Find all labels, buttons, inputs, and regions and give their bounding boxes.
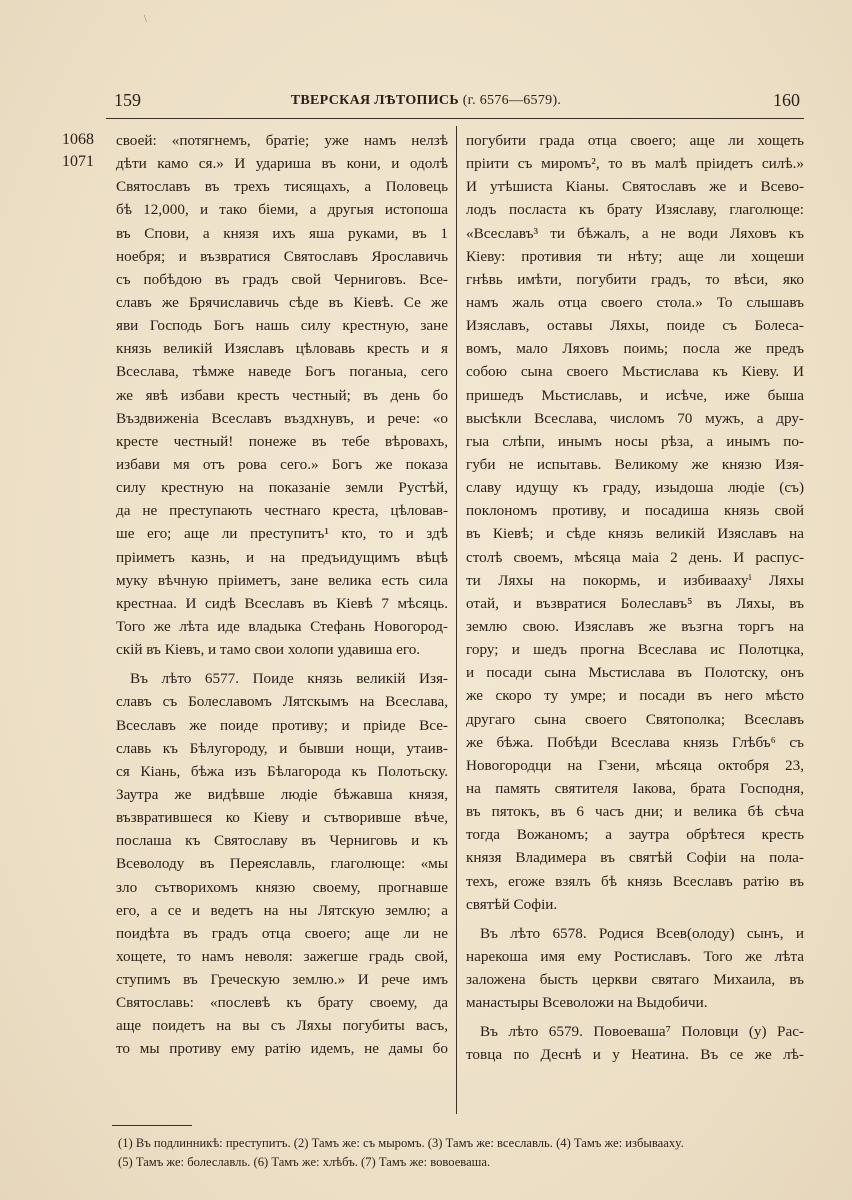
text-line: святѣй Софiи. (466, 895, 558, 913)
text-line: же скоро ту умре; и посади въ него мѣсто (466, 687, 804, 705)
text-line: силу крестную на показанiе земли Руcтѣй, (116, 479, 448, 497)
text-line: собою сына своего Мьстислава къ Кiеву. И (466, 363, 804, 381)
text-line: бѣ 12,000, и тако бiеми, а другыя истопоша (116, 201, 448, 219)
footnote-line: (1) Въ подлинникѣ: преступитъ. (2) Тамъ же: съ мыромъ. (3) Тамъ же: всеславль. (4) Тамъ же: избываахy. (118, 1136, 684, 1150)
text-line: погубити града отца своего; аще ли хощеть (466, 132, 804, 149)
text-line: Въ лѣто 6579. Повоеваша⁷ Половци (у) Рас- (480, 1023, 804, 1041)
text-line: вомъ, мало Ляховъ поимь; посла же предъ (466, 340, 804, 358)
running-title-years: (г. 6576—6579). (462, 93, 562, 108)
text-line: И утѣшиста Кiаны. Святославъ же и Всево- (466, 178, 804, 196)
text-line: славь къ Бѣлугороду, и бывши нощи, утаив- (116, 739, 448, 757)
text-line: лодъ посласта къ брату Изяславу, глаголюще: (466, 201, 804, 219)
text-line: нарекоша имя ему Ростиславъ. Того же лѣта (466, 947, 804, 965)
text-line: скiй въ Кiевъ, и тамо свои холопи удавиша его. (116, 641, 421, 659)
text-line: Въздвиженiа Всеславъ въздхнувъ, и рече: «о (116, 409, 448, 427)
text-line: Заутра же видѣвше людiе бѣжавша князя, (116, 785, 448, 803)
margin-year: 1068 (62, 131, 94, 148)
text-line: же бѣжа. Побѣди Всеслава князь Глѣбъ⁶ съ (466, 733, 804, 751)
text-line: гнѣвь имѣти, погубити градъ, то вѣси, яко (466, 270, 804, 288)
scan-mark: \ (144, 14, 147, 25)
text-line: ступимъ въ Греческую землю.» И рече имъ (116, 971, 448, 989)
text-line: тогда Вожаномъ; а заутра обрѣтеся кресть (466, 826, 804, 844)
text-line: Кiеву: противия ти нѣту; аще ли хощеши (466, 247, 804, 265)
running-title (0, 93, 852, 109)
text-line: ся Кiань, бѣжа изъ Бѣлагорода къ Полотьску. (116, 762, 448, 780)
text-column-left (116, 129, 448, 1061)
text-line: славу идущу къ граду, изыдоша людiе (съ) (466, 479, 804, 497)
page-number-left: 159 (114, 90, 141, 110)
text-line: губи не испытавь. Великому же князю Изя- (466, 455, 804, 473)
text-line: же явѣ избави кресть честный; въ день бо (116, 386, 448, 404)
text-line: манастыры Всеволожи на Выдобичи. (466, 994, 708, 1012)
text-line: ше его; аще ли преступитъ¹ кто, то и здѣ (116, 525, 448, 543)
text-line: избави мя отъ рова сего.» Богъ же показа (116, 455, 448, 473)
text-line: пришедъ Мьстиславь, и исѣче, иже быша (466, 386, 804, 404)
text-line: послаша къ Святославу въ Черниговь и къ (116, 832, 448, 850)
text-line: прiити съ миромъ², то въ малѣ прiидетъ силѣ.» (466, 155, 804, 173)
text-line: славъ съ Болеславомъ Лятскымъ на Всеслава, (116, 693, 448, 711)
text-line: въ Кiевѣ; и сѣде князь великiй Изяславъ на (466, 525, 804, 543)
text-line: поидѣта въ градъ отца своего; аще ли не (116, 924, 448, 942)
text-line: Всеволоду въ Переяславль, глаголюще: «мы (116, 855, 448, 873)
text-line: славъ же Брячиславичь сѣде въ Кiевѣ. Се же (116, 293, 448, 311)
text-line: крестнаа. И сидѣ Всеславъ въ Кiевѣ 7 мѣсяць. (116, 594, 448, 612)
text-line: съ побѣдою въ градъ свой Черниговъ. Все- (116, 270, 448, 288)
text-line: ти Ляхы на покормь, и избиваахуⁱ Ляхы (466, 571, 804, 589)
text-line: ноебря; и възвратися Святославъ Ярославичь (116, 247, 448, 265)
text-line: Изяславъ, оставы Ляхы, поиде съ Болеса- (466, 317, 804, 335)
text-line: намъ жаль отца своего стола.» То слышавъ (466, 293, 804, 311)
text-line: отай, и възвратися Болеславъ⁵ въ Ляхы, въ (466, 594, 804, 612)
text-line: Того же лѣта иде владыка Стефань Новогород- (116, 617, 448, 635)
text-line: въ пятокъ, въ 6 часъ дни; и велика бѣ сѣча (466, 803, 804, 821)
text-line: то мы противу ему ратiю идемъ, не дамы бо (116, 1040, 448, 1058)
text-line: высѣкли Всеслава, числомъ 70 мужъ, а дру- (466, 409, 804, 427)
text-line: товца по Деснѣ и у Неатина. Въ се же лѣ- (466, 1046, 804, 1064)
text-line: своей: «потягнемъ, братiе; уже намъ нелзѣ (116, 132, 448, 149)
column-divider (456, 126, 457, 1114)
text-line: «Всеславъ³ ти бѣжалъ, а не води Ляховъ къ (466, 224, 804, 242)
text-line: заложена бысть церкви святаго Михаила, въ (466, 971, 804, 989)
text-line: да не преступають честнаго креста, цѣловав- (116, 502, 448, 520)
text-line: Всеслава, тѣмже наведе Богъ поганыа, сего (116, 363, 448, 381)
text-line: гыа слѣпи, инымъ носы рѣза, а инымъ по- (466, 432, 804, 450)
margin-year: 1071 (62, 153, 94, 170)
text-line: столѣ своемъ, мѣсяца маiа 2 день. И распус- (466, 548, 804, 566)
header-rule (106, 118, 804, 119)
text-line: муку вѣчную прiиметъ, зане велика есть сила (116, 571, 448, 589)
text-line: Святославъ въ трехъ тисящахъ, а Половець (116, 178, 448, 196)
text-line: землю свою. Изяславъ же възгна торгъ на (466, 617, 804, 635)
text-line: Всеславъ же поиде противу; и прiиде Все- (116, 716, 448, 734)
footnote-line: (5) Тамъ же: болеславль. (6) Тамъ же: хлѣбъ. (7) Тамъ же: вовоеваша. (118, 1155, 491, 1169)
text-line: дѣти камо ся.» И удариша въ кони, и одолѣ (116, 155, 448, 173)
text-line: Въ лѣто 6578. Родися Всев(олоду) сынъ, и (480, 924, 804, 942)
text-line: възвратившеся ко Кiеву и сътворивше вѣче, (116, 809, 448, 827)
text-line: аще поидетъ на вы съ Ляхы погубиты васъ, (116, 1017, 448, 1035)
text-line: на память святителя Iакова, брата Господня, (466, 779, 804, 797)
text-line: зло сътворихомъ князю своему, прогнавше (116, 878, 448, 896)
text-line: кресте честный! понеже въ тебе вѣровахъ, (116, 432, 448, 450)
text-line: въ Спови, а князя ихъ яша руками, въ 1 (116, 224, 448, 242)
text-line: и посади сына Мьстислава въ Полотску, онъ (466, 664, 804, 682)
text-line: техъ, егоже взялъ бѣ князь Всеславъ ратiю въ (466, 872, 804, 890)
text-line: яви Господь Богъ нашь силу крестную, зане (116, 317, 448, 335)
text-line: Святославь: «послевѣ къ брату своему, да (116, 994, 448, 1012)
running-title-main: ТВЕРСКАЯ ЛѢТОПИСЬ (290, 93, 459, 108)
page-number-right: 160 (773, 90, 800, 110)
text-line: прiиметъ казнь, и на предъидущимъ вѣцѣ (116, 548, 448, 566)
text-column-right (466, 129, 804, 1067)
text-line: гору; и шедъ прогна Всеслава ис Полотцка, (466, 641, 804, 659)
text-line: поклономъ противу, и посадиша князь свой (466, 502, 804, 520)
text-line: Новогородци на Гзени, мѣсяца октобря 23, (466, 756, 804, 774)
text-line: Въ лѣто 6577. Поиде князь великiй Изя- (130, 670, 448, 688)
text-line: князь великiй Изяславъ цѣловавь кресть и я (116, 340, 448, 358)
text-line: хощете, то намъ неволя: зажегше градь свой, (116, 947, 448, 965)
text-line: его, а се и ведетъ на ны Лятскую землю; а (116, 901, 448, 919)
text-line: князя Владимера въ святѣй Софiи на пола- (466, 849, 804, 867)
text-line: другаго сына своего Святополка; Всеславъ (466, 710, 804, 728)
footnote-rule (112, 1125, 192, 1126)
